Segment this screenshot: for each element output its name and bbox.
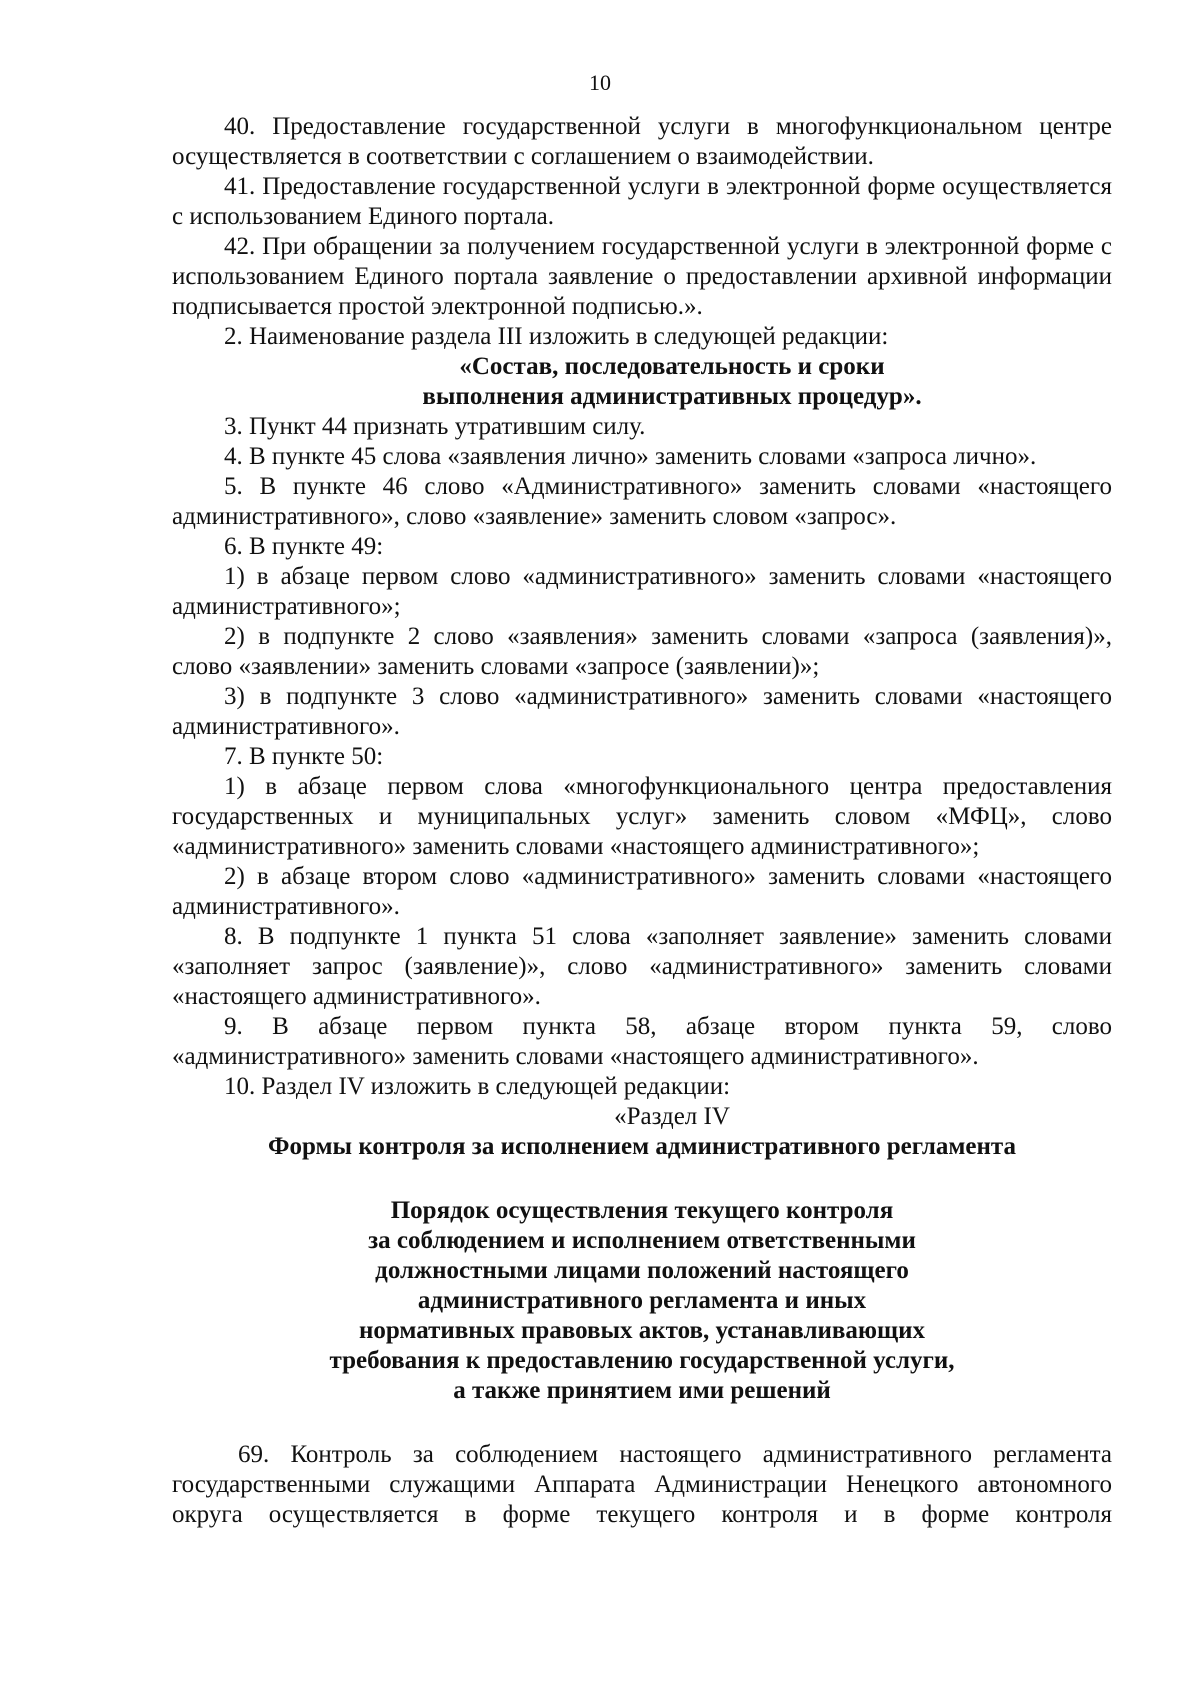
subsection-heading-line-3: должностными лицами положений настоящего — [375, 1257, 909, 1284]
amendment-4: 4. В пункте 45 слова «заявления лично» заменить словами «запроса лично». — [224, 443, 1037, 470]
paragraph-69-line-1: 69. Контроль за соблюдением настоящего административного регламента — [238, 1441, 1112, 1468]
subsection-heading-line-5: нормативных правовых актов, устанавливающих — [358, 1317, 926, 1344]
amendment-7-item-2: 2) в абзаце втором слово «административного» заменить словами «настоящего административного». — [172, 863, 1112, 920]
amendment-8: 8. В подпункте 1 пункта 51 слова «заполняет заявление» заменить словами «заполняет запрос (заявление)», слово «административного» заменить словами «настоящего административного». — [172, 923, 1112, 1010]
page-number: 10 — [589, 70, 611, 95]
amendment-6-item-1: 1) в абзаце первом слово «административного» заменить словами «настоящего административного»; — [172, 563, 1112, 620]
amendment-5: 5. В пункте 46 слово «Административного» заменить словами «настоящего административного», слово «заявление» заменить словом «запрос». — [172, 473, 1112, 530]
amendment-2: 2. Наименование раздела III изложить в следующей редакции: — [224, 323, 889, 350]
subsection-heading-line-1: Порядок осуществления текущего контроля — [390, 1197, 894, 1224]
amendment-10: 10. Раздел IV изложить в следующей редакции: — [224, 1073, 731, 1100]
spacer — [172, 1406, 1112, 1440]
amendment-6-item-2: 2) в подпункте 2 слово «заявления» заменить словами «запроса (заявления)», слово «заявлении» заменить словами «запросе (заявлении)»; — [172, 623, 1112, 680]
paragraph-40: 40. Предоставление государственной услуги в многофункциональном центре осуществляется в соответствии с соглашением о взаимодействии. — [172, 113, 1112, 170]
subsection-heading-line-6: требования к предоставлению государственной услуги, — [329, 1347, 955, 1374]
section-4-title: Формы контроля за исполнением административного регламента — [268, 1133, 1016, 1160]
document-body — [172, 112, 1112, 1530]
paragraph-69-line-2: государственными служащими Аппарата Администрации Ненецкого автономного — [172, 1471, 1112, 1498]
paragraph-41: 41. Предоставление государственной услуги в электронной форме осуществляется с использованием Единого портала. — [172, 173, 1112, 230]
amendment-3: 3. Пункт 44 признать утратившим силу. — [224, 413, 646, 440]
spacer — [172, 1162, 1112, 1196]
amendment-6-item-3: 3) в подпункте 3 слово «административного» заменить словами «настоящего административного». — [172, 683, 1112, 740]
amendment-9: 9. В абзаце первом пункта 58, абзаце втором пункта 59, слово «административного» заменить словами «настоящего административного». — [172, 1013, 1112, 1070]
amendment-7: 7. В пункте 50: — [224, 743, 384, 770]
section-3-heading-line-1: «Состав, последовательность и сроки — [459, 353, 885, 380]
subsection-heading-line-7: а также принятием ими решений — [453, 1377, 831, 1404]
paragraph-69-line-3: округа осуществляется в форме текущего контроля и в форме контроля — [172, 1501, 1112, 1528]
amendment-6: 6. В пункте 49: — [224, 533, 384, 560]
subsection-heading-line-2: за соблюдением и исполнением ответственными — [368, 1227, 916, 1254]
section-4-label: «Раздел IV — [614, 1103, 730, 1130]
subsection-heading-line-4: административного регламента и иных — [417, 1287, 867, 1314]
section-3-heading-line-2: выполнения административных процедур». — [422, 383, 922, 410]
paragraph-42: 42. При обращении за получением государственной услуги в электронной форме с использованием Единого портала заявление о предоставлении архивной информации подписывается простой электронной подписью.». — [172, 233, 1112, 320]
amendment-7-item-1: 1) в абзаце первом слова «многофункционального центра предоставления государственных и муниципальных услуг» заменить словом «МФЦ», слово «административного» заменить словами «настоящего административного»; — [172, 773, 1112, 860]
